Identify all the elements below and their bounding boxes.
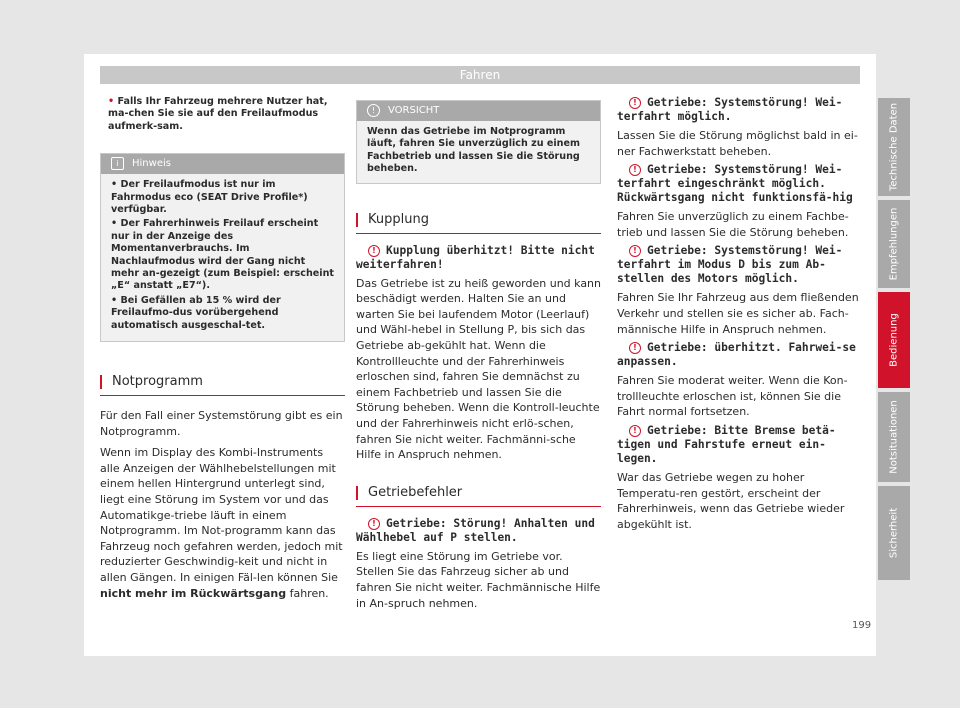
column-3	[617, 96, 862, 536]
tab-bedienung[interactable]: Bedienung	[878, 292, 910, 388]
info-icon: i	[111, 157, 124, 170]
page-number: 199	[852, 620, 872, 631]
kupplung-text: Das Getriebe ist zu heiß geworden und kann beschädigt werden. Halten Sie an und warten Sie bei laufendem Motor (Leerlauf) und Wähl-hebel in Stellung P, bis sich das Getriebe ab-gekühlt hat. Wenn die Kontrollleuchte und der Fahrerhinweis erloschen sind, fahren Sie demnächst zu einem Fachbetrieb und lassen Sie die Störung beheben. Wenn die Kontroll-leuchte und der Fahrerhinweis nicht erlö-schen, fahren Sie nicht weiter. Fachmänni-sche Hilfe in Anspruch nehmen.	[356, 276, 602, 462]
tab-empfehlungen[interactable]: Empfehlungen	[878, 200, 910, 288]
hinweis-box	[100, 153, 345, 342]
section-header-notprogramm: Notprogramm	[100, 372, 345, 396]
intro-note: • Falls Ihr Fahrzeug mehrere Nutzer hat, ma-chen Sie sie auf den Freilaufmodus aufmerk-sam.	[108, 96, 328, 132]
hinweis-body	[101, 174, 344, 341]
hinweis-item: • Bei Gefällen ab 15 % wird der Freilaufmo-dus vorübergehend automatisch ausgeschal-tet.	[111, 294, 281, 331]
column-2	[356, 96, 601, 611]
bullet-icon: •	[108, 96, 115, 107]
vorsicht-header: ! VORSICHT	[357, 101, 600, 121]
notprogramm-p2: Wenn im Display des Kombi-Instruments alle Anzeigen der Wählhebelstellungen mit einem hellen Hintergrund unterlegt sind, liegt eine Störung im System vor und das Automatikge-triebe läuft in einem Notprogramm. Im Not-programm kann das Fahrzeug noch gefahren werden, jedoch mit reduzierter Geschwindig-keit und nicht in allen Gängen. In einigen Fäl-len können Sie nicht mehr im Rückwärtsgang fahren.	[100, 446, 343, 600]
message-entry: ! Getriebe: Bitte Bremse betä-tigen und Fahrstufe erneut ein-legen. War das Getriebe wegen zu hoher Temperatu-ren gestört, erscheint der Fahrerhinweis, wenn das Getriebe wieder abgekühlt ist.	[617, 423, 845, 531]
vorsicht-body: Wenn das Getriebe im Notprogramm läuft, fahren Sie unverzüglich zu einem Fachbetrieb und lassen Sie die Störung beheben.	[367, 126, 581, 175]
getriebefehler-text: Es liegt eine Störung im Getriebe vor. Stellen Sie das Fahrzeug sicher ab und fahren Sie nicht weiter. Fachmännische Hilfe in An-spruch nehmen.	[356, 549, 601, 610]
vorsicht-box	[356, 100, 601, 184]
warning-icon: !	[629, 342, 641, 354]
page-header: Fahren	[100, 66, 860, 84]
hinweis-item: • Der Fahrerhinweis Freilauf erscheint nur in der Anzeige des Momentanverbrauchs. Im Nachlaufmodus wird der Gang nicht mehr an-gezeigt (zum Beispiel: erscheint „E“ anstatt „E7“).	[111, 218, 334, 292]
hinweis-header: i Hinweis	[101, 154, 344, 174]
warning-icon: !	[368, 245, 380, 257]
warning-icon: !	[629, 97, 641, 109]
chapter-tabs	[878, 98, 910, 584]
message-entry: ! Getriebe: Systemstörung! Wei-terfahrt möglich. Lassen Sie die Störung möglichst bald in ei-ner Fachwerkstatt beheben.	[617, 96, 858, 158]
caution-icon: !	[367, 104, 380, 117]
warning-icon: !	[629, 245, 641, 257]
tab-sicherheit[interactable]: Sicherheit	[878, 486, 910, 580]
warning-icon: !	[629, 425, 641, 437]
notprogramm-p1: Für den Fall einer Systemstörung gibt es ein Notprogramm.	[100, 409, 343, 438]
section-header-kupplung: Kupplung	[356, 210, 601, 234]
message-entry: ! Getriebe: Systemstörung! Wei-terfahrt im Modus D bis zum Ab-stellen des Motors möglich. Fahren Sie Ihr Fahrzeug aus dem fließenden Verkehr und stellen sie es sicher ab. Fach-männische Hilfe in Anspruch nehmen.	[617, 244, 859, 336]
warning-icon: !	[368, 518, 380, 530]
getriebefehler-message: ! Getriebe: Störung! Anhalten und Wählhebel auf P stellen.	[356, 516, 595, 544]
warning-icon: !	[629, 164, 641, 176]
column-1	[100, 96, 345, 601]
tab-notsituationen[interactable]: Notsituationen	[878, 392, 910, 482]
message-entry: ! Getriebe: überhitzt. Fahrwei-se anpassen. Fahren Sie moderat weiter. Wenn die Kon-trollleuchte erloschen ist, können Sie die Fahrt normal fortsetzen.	[617, 341, 856, 419]
hinweis-item: • Der Freilaufmodus ist nur im Fahrmodus eco (SEAT Drive Profile*) verfügbar.	[111, 179, 308, 216]
message-entry: ! Getriebe: Systemstörung! Wei-terfahrt eingeschränkt möglich. Rückwärtsgang nicht funktionsfä-hig Fahren Sie unverzüglich zu einem Fachbe-trieb und lassen Sie die Störung beheben.	[617, 163, 853, 239]
section-header-getriebefehler: Getriebefehler	[356, 483, 601, 507]
kupplung-message: ! Kupplung überhitzt! Bitte nicht weiterfahren!	[356, 243, 595, 271]
tab-technische-daten[interactable]: Technische Daten	[878, 98, 910, 196]
